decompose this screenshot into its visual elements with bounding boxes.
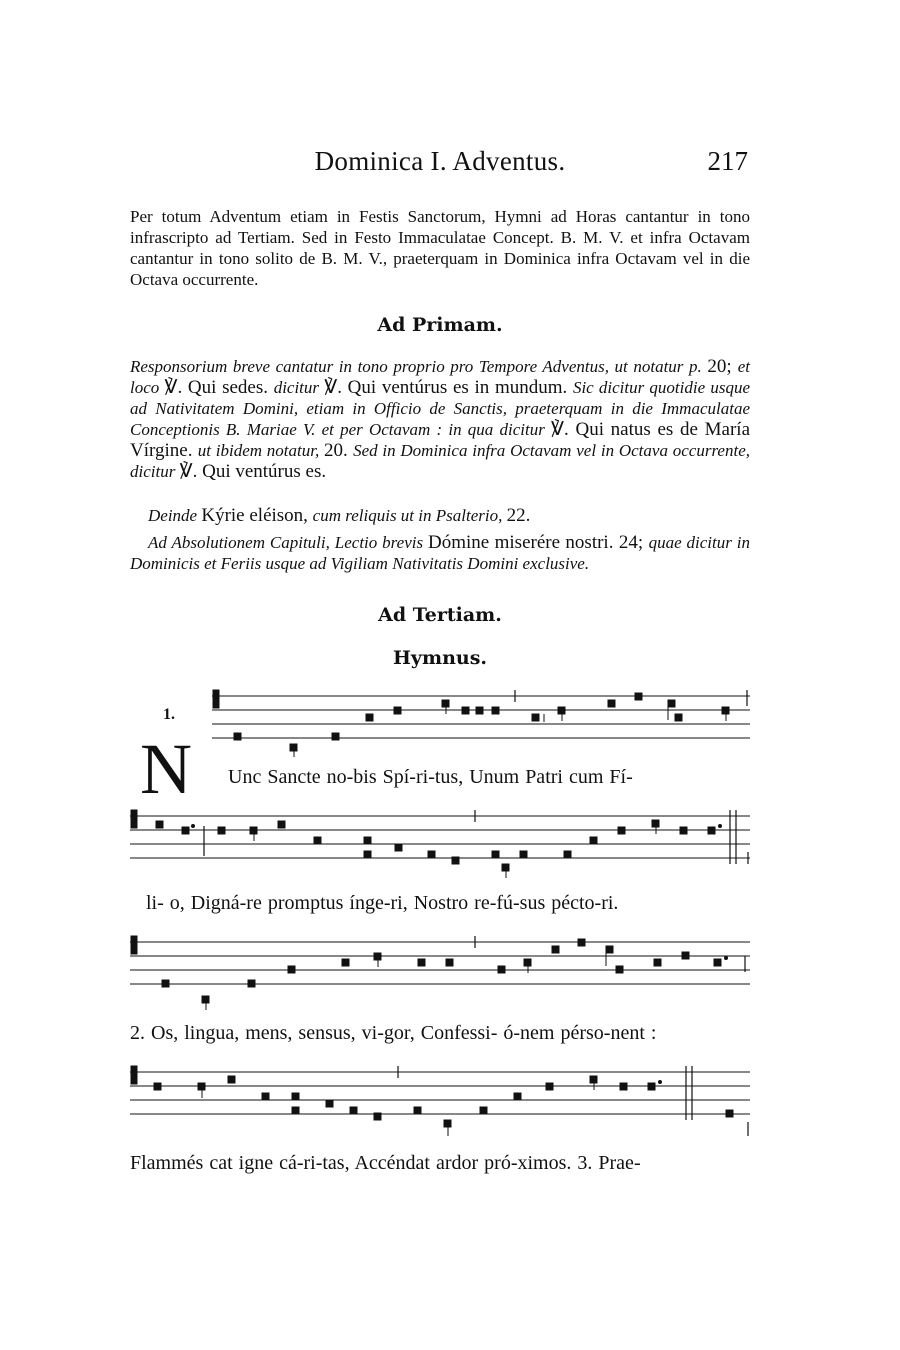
text-run: ℣. Qui natus es de María Vírgine. [130, 419, 750, 461]
text-run: cum reliquis ut in Psalterio, [312, 506, 507, 525]
text-run: dicitur [273, 378, 325, 397]
lyric-line-3: 2. Os, lingua, mens, sensus, vi-gor, Confessi- ó-nem pérso-nent : [130, 1022, 657, 1044]
text-run: Sic dicitur quotidie usque ad Nativitatem Domini, etiam in Officio de Sanctis, praeterquam in die Immaculatae Conceptionis B. Mariae V. et per Octavam : in qua dicitur [130, 378, 750, 439]
intro-rubric: Per totum Adventum etiam in Festis Sanctorum, Hymni ad Horas cantantur in tono infrascripto ad Tertiam. Sed in Festo Immaculatae Concept. B. M. V. et infra Octavam cantantur in tono solito de B. M. V., praeterquam in Dominica infra Octavam vel in die Octava occurrente. [130, 207, 750, 289]
heading-ad-tertiam: Ad Tertiam. [378, 604, 502, 626]
staff-1-svg [130, 684, 750, 764]
primam-paragraph-3 [130, 532, 750, 574]
text-run: Kýrie eléison, [201, 505, 313, 526]
page-number: 217 [707, 146, 748, 176]
heading-ad-primam: Ad Primam. [377, 314, 503, 336]
primam-paragraph-2 [130, 505, 750, 526]
running-head [130, 146, 750, 186]
text-run: et loco [130, 357, 750, 397]
text-run: Deinde [148, 506, 202, 525]
text-run: 20. [324, 440, 354, 461]
text-run: Responsorium breve cantatur in tono proprio pro Tempore Adventus, ut notatur p. [130, 357, 708, 376]
text-run: Sed in Dominica infra Octavam vel in Octava occurrente, dicitur [130, 441, 750, 481]
primam-paragraph-1 [130, 356, 750, 482]
drop-cap: N [140, 729, 192, 809]
chant-staff-4 [130, 1060, 750, 1150]
staff-4-svg [130, 1060, 750, 1150]
text-run: ℣. Qui sedes. [164, 377, 274, 398]
lyric-line-2: li- o, Digná-re promptus ínge-ri, Nostro re-fú-sus pécto-ri. [146, 892, 619, 914]
lyric-line-1: Unc Sancte no-bis Spí-ri-tus, Unum Patri cum Fí- [228, 766, 633, 788]
page-title: Dominica I. Adventus. [314, 146, 566, 176]
text-run: Ad Absolutionem Capituli, Lectio brevis [148, 533, 428, 552]
text-run: 20; [707, 356, 738, 377]
chant-staff-1 [130, 684, 750, 764]
text-run: ℣. Qui ventúrus es in mundum. [324, 377, 573, 398]
text-run: ℣. Qui ventúrus es. [179, 461, 327, 482]
lyric-line-4: Flammés cat igne cá-ri-tas, Accéndat ardor pró-ximos. 3. Prae- [130, 1152, 641, 1174]
text-run: 22. [506, 505, 531, 526]
staff-2-svg [130, 804, 750, 894]
heading-hymnus: Hymnus. [392, 647, 488, 669]
chant-staff-3 [130, 930, 750, 1020]
staff-3-svg [130, 930, 750, 1020]
text-run: ut ibidem notatur, [197, 441, 325, 460]
chant-staff-2 [130, 804, 750, 894]
verse-number: 1. [163, 706, 175, 723]
text-run: quae dicitur in Dominicis et Feriis usque ad Vigiliam Nativitatis Domini exclusive. [130, 533, 750, 573]
text-run: Dómine miserére nostri. 24; [428, 532, 649, 553]
